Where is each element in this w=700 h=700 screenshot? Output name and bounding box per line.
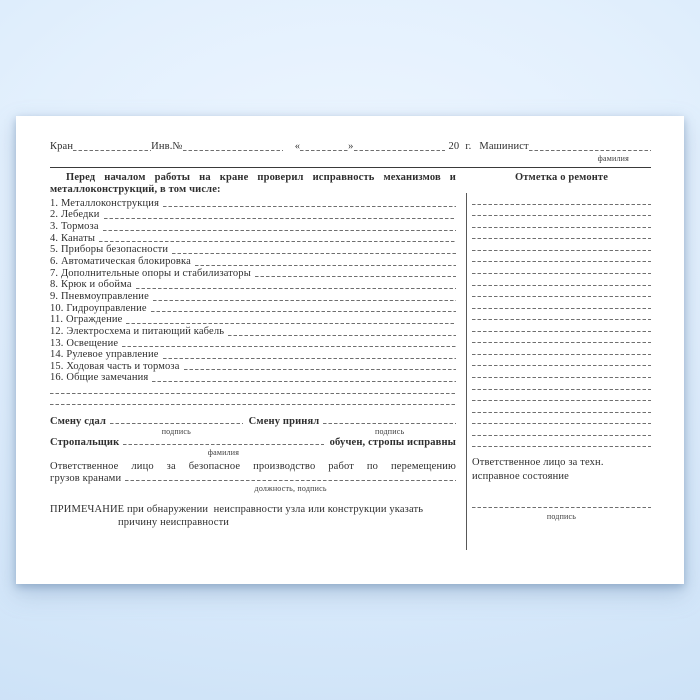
item-blank-line [151,303,456,315]
note-block [50,503,456,529]
item-label: 14. Рулевое управление [50,349,159,361]
item-label: 7. Дополнительные опоры и стабилизаторы [50,267,251,279]
year-suffix: г. [465,141,472,152]
item-label: 3. Тормоза [50,221,99,233]
repair-blank-line [472,392,651,404]
repair-blank-line [472,230,651,242]
extra-blank-line [50,396,456,408]
slinger-row [50,437,456,458]
date-quote-close: » [348,141,354,152]
repair-blank-line [472,218,651,230]
item-label: 16. Общие замечания [50,372,149,384]
checklist-item [50,244,456,256]
item-blank-line [126,314,456,326]
checklist-item [50,372,456,384]
slinger-label: Стропальщик [50,437,120,449]
inventory-label: Инв.№ [151,141,183,152]
repair-blank-line [472,207,651,219]
item-label: 1. Металлоконструкция [50,197,160,209]
repair-blank-line [472,276,651,288]
note-line2: причину неисправности [118,517,230,529]
slinger-blank-line [123,437,323,447]
repair-blank-line [472,403,651,415]
operator-label: Машинист [479,141,529,152]
checklist-item [50,198,456,210]
responsible-person-field [125,473,456,494]
checklist-item [50,233,456,245]
surname-hint: фамилия [597,154,629,163]
checklist-intro-line1: Перед началом работы на кране проверил исправность механизмов и [66,172,456,183]
operator-blank-line [529,140,651,153]
checklist-column [50,172,456,529]
responsible-person-row [50,473,456,494]
item-blank-line [153,291,456,303]
slinger-note: обучен, стропы исправны [329,437,456,449]
shift-handed-field [110,416,243,437]
note-line1: ПРИМЕЧАНИЕ при обнаружении неисправности узла или конструкции указать [50,504,424,516]
repair-blank-line [472,322,651,334]
item-blank-line [99,233,456,245]
responsible-person-text2: грузов кранами [50,473,122,485]
repair-blank-line [472,380,651,392]
repair-column [472,172,651,529]
checklist-item [50,303,456,315]
tech-signature-blank-line [472,500,651,510]
item-label: 9. Пневмоуправление [50,290,149,302]
repair-blank-line [472,288,651,300]
date-quote-open: « [294,141,301,152]
item-blank-line [163,198,456,210]
item-blank-line [255,268,456,280]
tech-responsible-signature [472,500,651,523]
item-blank-line [163,349,456,361]
column-divider [466,193,467,550]
checklist-items [50,198,456,408]
shift-handed-label: Смену сдал [50,416,107,428]
repair-blank-line [472,241,651,253]
checklist-item [50,279,456,291]
repair-blank-line [472,368,651,380]
item-blank-line [122,338,456,350]
responsible-person-text: Ответственное лицо за безопасное производство работ по перемещению [50,461,456,473]
item-label: 12. Электросхема и питающий кабель [50,325,225,337]
checklist-item [50,314,456,326]
year-label: 20 [448,141,460,152]
item-blank-line [184,361,456,373]
checklist-item [50,221,456,233]
header-rule [50,167,651,168]
responsible-blank-line [125,473,456,483]
repair-blank-line [472,299,651,311]
item-label: 6. Автоматическая блокировка [50,256,191,268]
checklist-item [50,361,456,373]
item-blank-line [136,279,456,291]
checklist-item [50,291,456,303]
repair-blank-line [472,345,651,357]
shift-accepted-field [323,416,456,437]
slinger-field [123,437,323,458]
item-blank-line [228,326,456,338]
item-label: 10. Гидроуправление [50,302,147,314]
signature-hint: подпись [375,427,405,437]
header-row [50,140,651,153]
position-signature-hint: должность, подпись [254,484,327,494]
item-label: 15. Ходовая часть и тормоза [50,360,180,372]
repair-blank-line [472,415,651,427]
surname-hint-row [50,153,651,165]
crane-shift-log-form [16,116,684,584]
item-blank-line [152,372,456,384]
shift-accepted-label: Смену принял [248,416,320,428]
date-day-blank-line [300,140,348,153]
item-blank-line [104,209,457,221]
repair-blank-line [472,264,651,276]
item-blank-line [195,256,456,268]
repair-blank-line [472,357,651,369]
shift-signature-row [50,416,456,437]
item-label: 11. Ограждение [50,314,123,326]
item-label: 2. Лебедки [50,209,100,221]
repair-blank-line [472,195,651,207]
repair-blank-line [472,311,651,323]
item-label: 8. Крюк и обойма [50,279,132,291]
main-columns [50,172,651,529]
checklist-item [50,256,456,268]
form-content [16,116,684,584]
date-month-blank-line [354,140,445,153]
repair-blank-lines [472,195,651,449]
signature-hint: подпись [546,512,577,522]
checklist-item [50,209,456,221]
shift-accepted-blank-line [323,416,456,426]
crane-blank-line [73,140,151,153]
inventory-blank-line [183,140,283,153]
repair-blank-line [472,426,651,438]
item-label: 5. Приборы безопасности [50,244,169,256]
shift-handed-blank-line [110,416,243,426]
item-label: 4. Канаты [50,232,96,244]
repair-column-title: Отметка о ремонте [514,172,609,183]
checklist-intro-line2: металлоконструкций, в том числе: [50,184,221,196]
item-label: 13. Освещение [50,337,119,349]
tech-responsible-note: Ответственное лицо за техн. исправное состояние [472,457,604,482]
checklist-item [50,326,456,338]
checklist-item [50,349,456,361]
signature-hint: подпись [161,427,191,437]
repair-blank-line [472,438,651,450]
surname-hint: фамилия [207,448,240,458]
repair-blank-line [472,253,651,265]
extra-blank-line [50,384,456,396]
item-blank-line [172,244,456,256]
checklist-item [50,268,456,280]
crane-label: Кран [50,141,74,152]
checklist-item [50,338,456,350]
repair-blank-line [472,334,651,346]
item-blank-line [103,221,456,233]
